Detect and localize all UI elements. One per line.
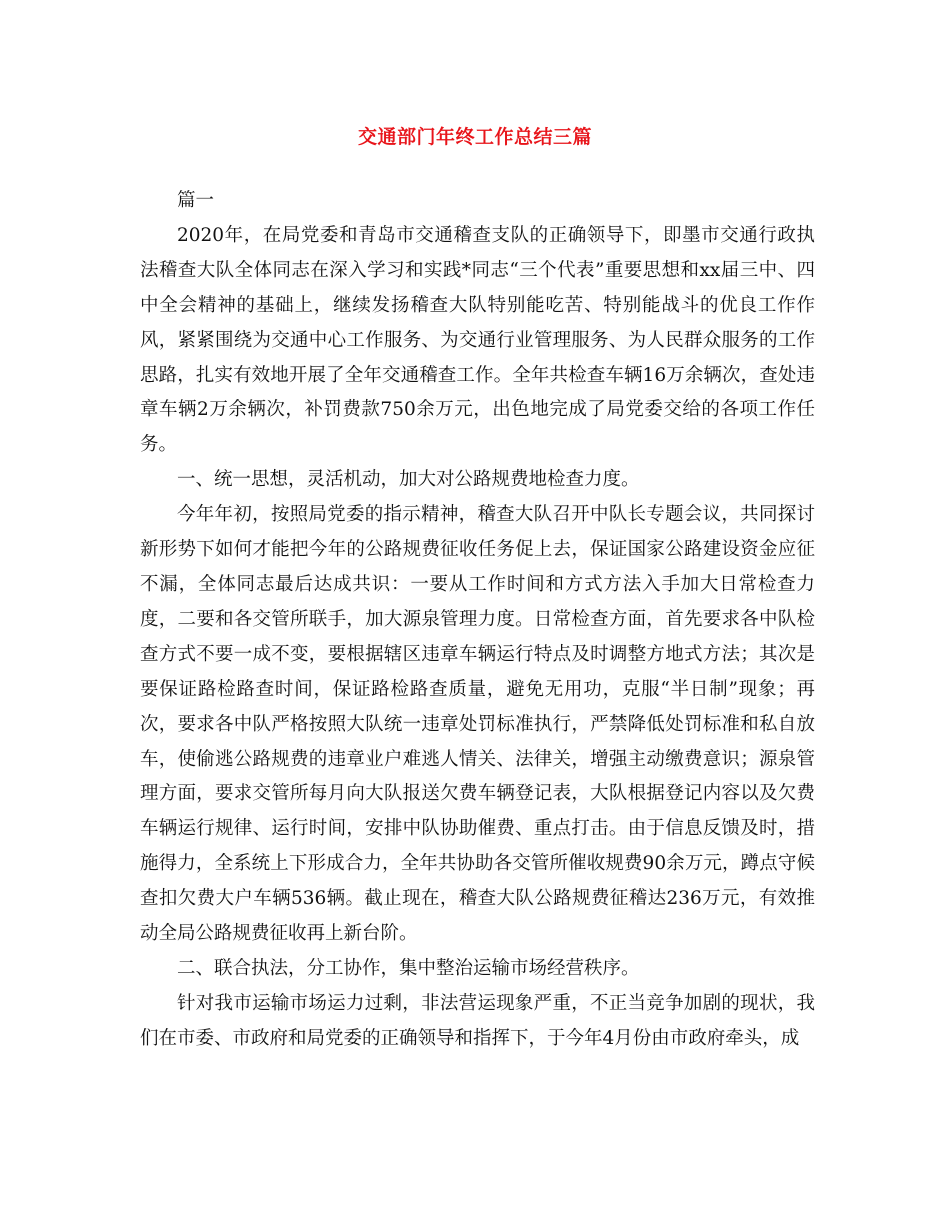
section-heading-two: 二、联合执法，分工协作，集中整治运输市场经营秩序。 [177,957,640,979]
document-body [140,184,815,1057]
paragraph-joint-enforcement: 针对我市运输市场运力过剩，非法营运现象严重，不正当竞争加剧的现状，我们在市委、市政府和局党委的正确领导和指挥下，于今年4月份由市政府牵头，成 [140,992,815,1049]
section-heading-part-one: 篇一 [177,190,215,211]
section-heading-one: 一、统一思想，灵活机动，加大对公路规费地检查力度。 [177,469,640,491]
document-title: 交通部门年终工作总结三篇 [357,126,592,148]
paragraph-intro: 2020年，在局党委和青岛市交通稽查支队的正确领导下，即墨市交通行政执法稽查大队全体同志在深入学习和实践*同志“三个代表”重要思想和xx届三中、四中全会精神的基础上，继续发扬稽查大队特别能吃苦、特别能战斗的优良工作作风，紧紧围绕为交通中心工作服务、为交通行业管理服务、为人民群众服务的工作思路，扎实有效地开展了全年交通稽查工作。全年共检查车辆16万余辆次，查处违章车辆2万余辆次，补罚费款750余万元，出色地完成了局党委交给的各项工作任务。 [140,224,815,456]
paragraph-fee-inspection: 今年年初，按照局党委的指示精神，稽查大队召开中队长专题会议，共同探讨新形势下如何才能把今年的公路规费征收任务促上去，保证国家公路建设资金应征不漏，全体同志最后达成共识：一要从工作时间和方式方法入手加大日常检查力度，二要和各交管所联手，加大源泉管理力度。日常检查方面，首先要求各中队检查方式不要一成不变，要根据辖区违章车辆运行特点及时调整方地式方法；其次是要保证路检路查时间，保证路检路查质量，避免无用功，克服“半日制”现象；再次，要求各中队严格按照大队统一违章处罚标准执行，严禁降低处罚标准和私自放车，使偷逃公路规费的违章业户难逃人情关、法律关，增强主动缴费意识；源泉管理方面，要求交管所每月向大队报送欠费车辆登记表，大队根据登记内容以及欠费车辆运行规律、运行时间，安排中队协助催费、重点打击。由于信息反馈及时，措施得力，全系统上下形成合力，全年共协助各交管所催收规费90余万元，蹲点守候查扣欠费大户车辆536辆。截止现在，稽查大队公路规费征稽达236万元，有效推动全局公路规费征收再上新台阶。 [140,504,815,945]
